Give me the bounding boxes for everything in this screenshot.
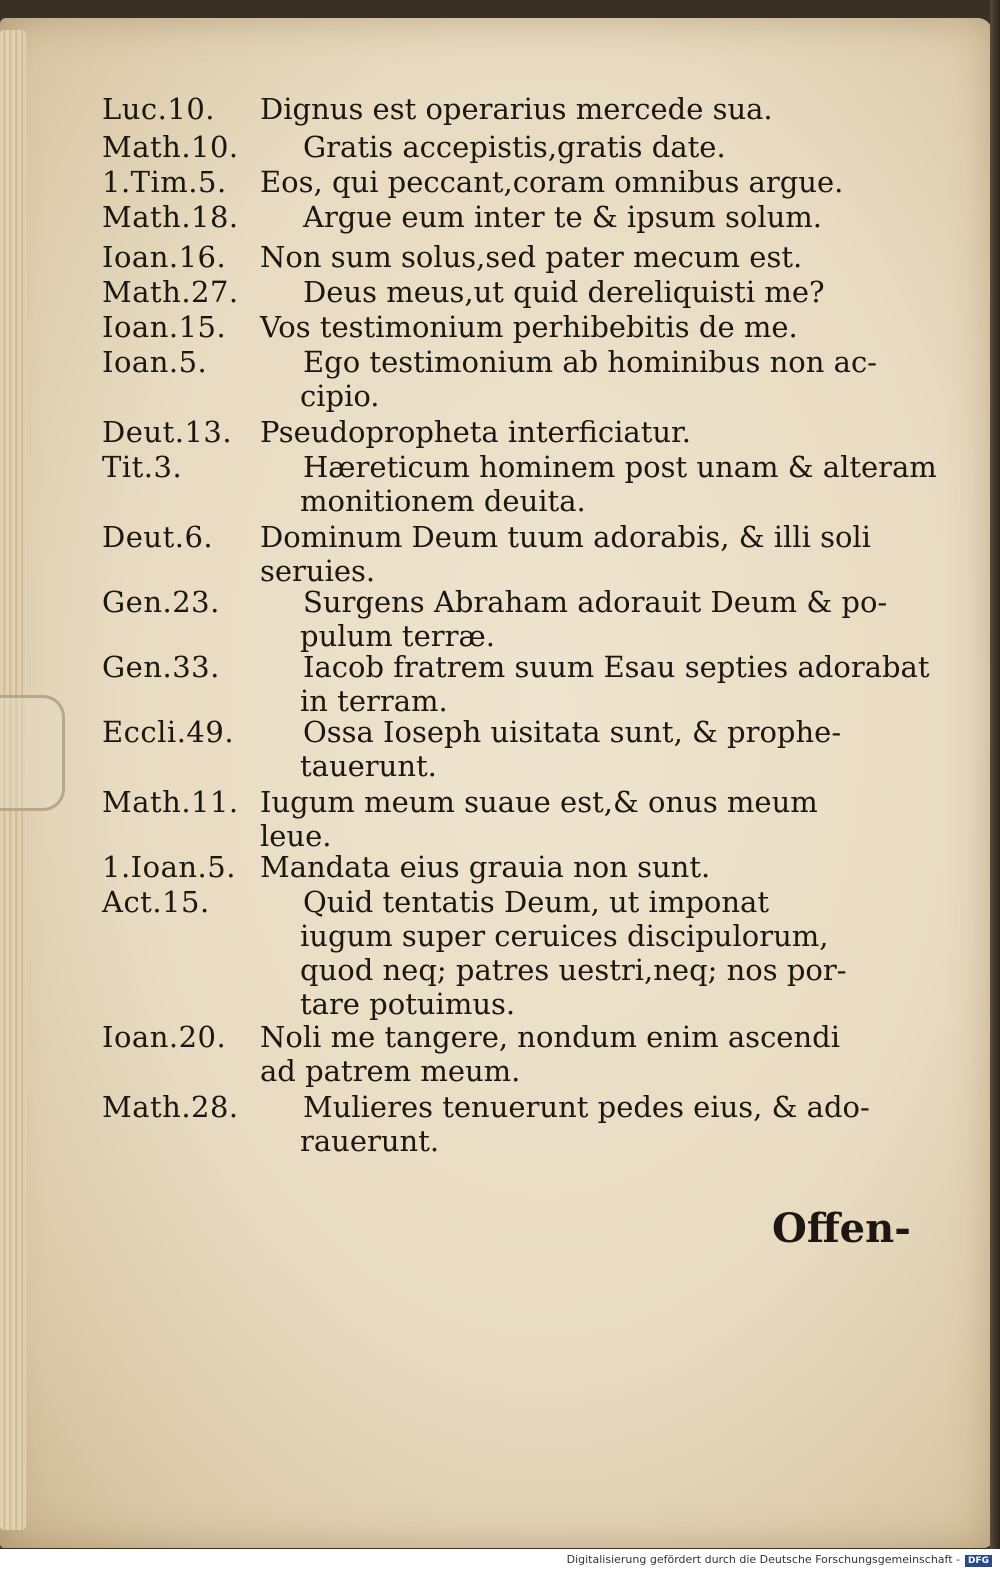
verse-line: Surgens Abraham adorauit Deum & po-: [303, 585, 888, 619]
verse-line: Deus meus,ut quid dereliquisti me?: [303, 275, 825, 309]
scripture-reference: Gen.33.: [102, 650, 220, 684]
verse-line: ad patrem meum.: [260, 1054, 521, 1088]
verse-line: iugum super ceruices discipulorum,: [300, 919, 829, 953]
page-clip: [0, 695, 65, 811]
scripture-reference: Math.18.: [102, 200, 239, 234]
verse-line: Argue eum inter te & ipsum solum.: [303, 200, 823, 234]
scripture-reference: 1.Ioan.5.: [102, 850, 236, 884]
verse-line: Non sum solus,sed pater mecum est.: [260, 240, 803, 274]
verse-line: Vos testimonium perhibebitis de me.: [260, 310, 798, 344]
verse-line: Iugum meum suaue est,& onus meum: [260, 785, 818, 819]
verse-line: rauerunt.: [300, 1124, 440, 1158]
verse-line: Dignus est operarius mercede sua.: [260, 92, 773, 126]
scripture-reference: Gen.23.: [102, 585, 220, 619]
scripture-reference: Deut.6.: [102, 520, 214, 554]
verse-line: Dominum Deum tuum adorabis, & illi soli: [260, 520, 871, 554]
verse-line: Pseudopropheta interficiatur.: [260, 415, 691, 449]
scripture-reference: 1.Tim.5.: [102, 165, 227, 199]
verse-line: Ossa Ioseph uisitata sunt, & prophe-: [303, 715, 842, 749]
verse-line: in terram.: [300, 684, 448, 718]
verse-line: cipio.: [300, 379, 380, 413]
dfg-badge: DFG: [965, 1555, 992, 1567]
scripture-reference: Math.28.: [102, 1090, 239, 1124]
verse-line: tauerunt.: [300, 749, 437, 783]
verse-line: Hæreticum hominem post unam & alteram: [303, 450, 937, 484]
verse-line: Eos, qui peccant,coram omnibus argue.: [260, 165, 844, 199]
verse-line: quod neq; patres uestri,neq; nos por-: [300, 953, 847, 987]
verse-line: tare potuimus.: [300, 987, 516, 1021]
scripture-reference: Luc.10.: [102, 92, 216, 126]
scripture-reference: Ioan.16.: [102, 240, 227, 274]
scripture-reference: Act.15.: [102, 885, 210, 919]
verse-line: Ego testimonium ab hominibus non ac-: [303, 345, 877, 379]
scripture-reference: Tit.3.: [102, 450, 183, 484]
verse-line: seruies.: [260, 554, 376, 588]
verse-line: leue.: [260, 819, 332, 853]
scripture-reference: Ioan.20.: [102, 1020, 227, 1054]
scripture-reference: Math.27.: [102, 275, 239, 309]
verse-line: Iacob fratrem suum Esau septies adorabat: [303, 650, 930, 684]
digitization-credit: Digitalisierung gefördert durch die Deutsche Forschungsgemeinschaft -: [0, 1549, 1000, 1571]
scripture-reference: Math.10.: [102, 130, 239, 164]
verse-line: pulum terræ.: [300, 619, 495, 653]
verse-line: Gratis accepistis,gratis date.: [303, 130, 726, 164]
verse-line: monitionem deuita.: [300, 484, 586, 518]
catchword: Offen-: [772, 1205, 911, 1252]
verse-line: Mandata eius grauia non sunt.: [260, 850, 711, 884]
book-spine: [990, 0, 1000, 1571]
scripture-reference: Math.11.: [102, 785, 239, 819]
verse-line: Noli me tangere, nondum enim ascendi: [260, 1020, 840, 1054]
verse-line: Quid tentatis Deum, ut imponat: [303, 885, 769, 919]
verse-line: Mulieres tenuerunt pedes eius, & ado-: [303, 1090, 870, 1124]
scripture-reference: Eccli.49.: [102, 715, 235, 749]
scripture-reference: Deut.13.: [102, 415, 233, 449]
scripture-reference: Ioan.15.: [102, 310, 227, 344]
scripture-reference: Ioan.5.: [102, 345, 208, 379]
